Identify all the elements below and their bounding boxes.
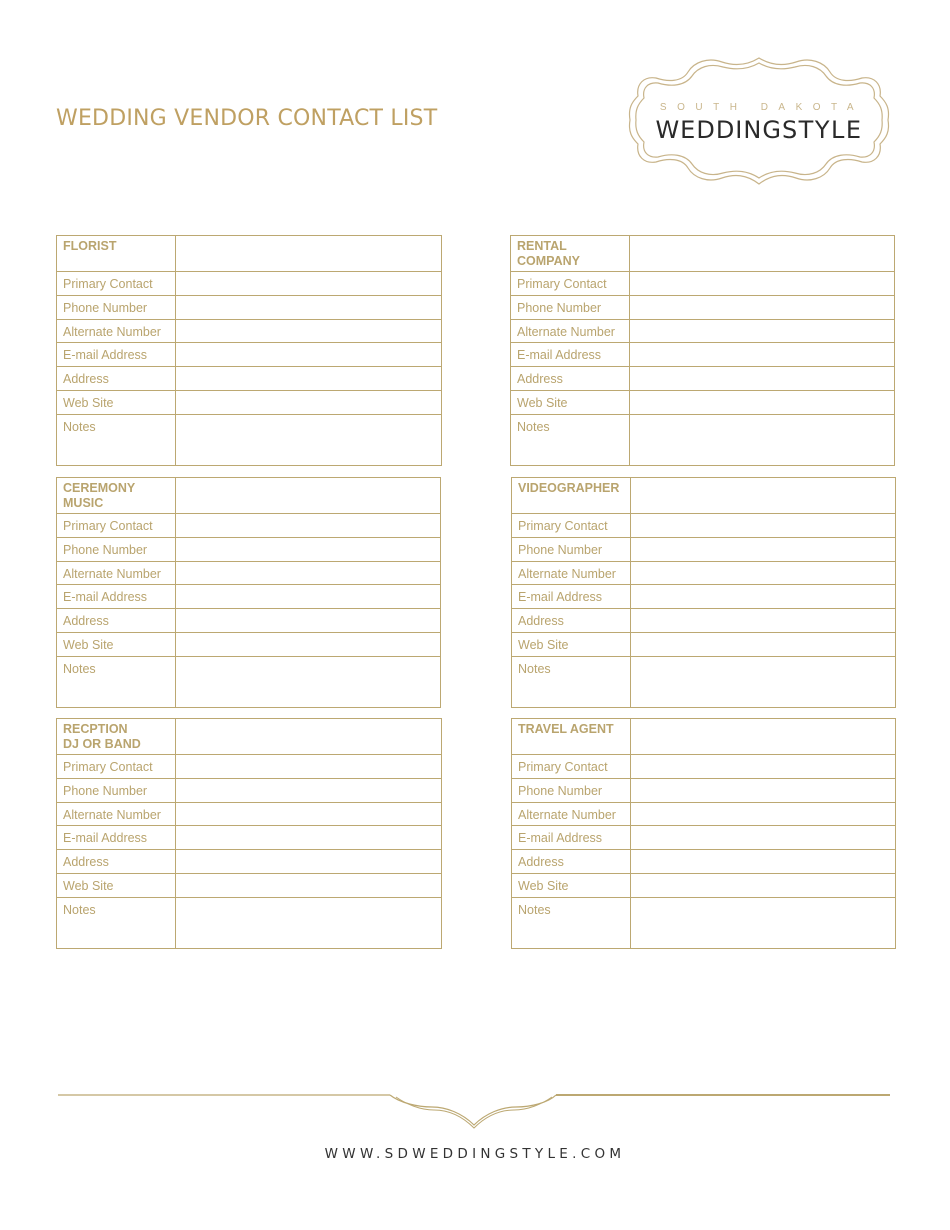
brand-logo — [624, 52, 894, 192]
table-row — [57, 537, 441, 561]
field-label: Address — [57, 850, 176, 874]
field-label: Primary Contact — [57, 514, 176, 538]
table-row — [57, 295, 442, 319]
field-label: Address — [512, 609, 631, 633]
vendor-name-field[interactable] — [630, 236, 895, 272]
field-label: Primary Contact — [57, 272, 176, 296]
field-label: Primary Contact — [512, 514, 631, 538]
phone-number-field[interactable] — [176, 537, 441, 561]
field-label: Web Site — [57, 873, 176, 897]
field-label: Phone Number — [57, 778, 176, 802]
table-row — [57, 561, 441, 585]
vendor-name-field[interactable] — [176, 719, 442, 755]
field-label: Address — [57, 609, 176, 633]
alternate-number-field[interactable] — [631, 561, 896, 585]
web-site-field[interactable] — [631, 873, 896, 897]
primary-contact-field[interactable] — [630, 272, 895, 296]
vendor-table-rental-company — [510, 235, 895, 466]
field-label: Alternate Number — [512, 561, 631, 585]
notes-field[interactable] — [176, 414, 442, 465]
web-site-field[interactable] — [630, 390, 895, 414]
phone-number-field[interactable] — [631, 778, 896, 802]
email-address-field[interactable] — [630, 343, 895, 367]
alternate-number-field[interactable] — [176, 319, 442, 343]
table-row — [512, 873, 896, 897]
field-label: Notes — [57, 414, 176, 465]
email-address-field[interactable] — [631, 826, 896, 850]
field-label: Address — [57, 367, 176, 391]
table-row — [511, 414, 895, 465]
email-address-field[interactable] — [176, 343, 442, 367]
field-label: Alternate Number — [57, 802, 176, 826]
table-row — [57, 585, 441, 609]
table-row — [57, 414, 442, 465]
table-row — [57, 390, 442, 414]
field-label: Alternate Number — [57, 319, 176, 343]
primary-contact-field[interactable] — [176, 272, 442, 296]
field-label: Alternate Number — [511, 319, 630, 343]
address-field[interactable] — [631, 850, 896, 874]
table-row — [57, 367, 442, 391]
field-label: E-mail Address — [512, 826, 631, 850]
vendor-name: CEREMONY MUSIC — [57, 478, 176, 514]
vendor-name-row — [57, 236, 442, 272]
table-row — [57, 343, 442, 367]
field-label: E-mail Address — [57, 585, 176, 609]
primary-contact-field[interactable] — [631, 755, 896, 779]
table-row — [57, 850, 442, 874]
field-label: Web Site — [57, 632, 176, 656]
vendor-name-field[interactable] — [176, 478, 441, 514]
table-row — [511, 272, 895, 296]
primary-contact-field[interactable] — [631, 514, 896, 538]
table-row — [57, 272, 442, 296]
field-label: Notes — [512, 656, 631, 707]
logo-wordmark — [624, 116, 894, 144]
notes-field[interactable] — [631, 656, 896, 707]
table-row — [512, 897, 896, 948]
logo-wordmark-light: STYLE — [781, 116, 863, 144]
email-address-field[interactable] — [631, 585, 896, 609]
field-label: Web Site — [57, 390, 176, 414]
field-label: Primary Contact — [512, 755, 631, 779]
table-row — [57, 826, 442, 850]
email-address-field[interactable] — [176, 585, 441, 609]
table-row — [512, 802, 896, 826]
alternate-number-field[interactable] — [631, 802, 896, 826]
field-label: Phone Number — [57, 295, 176, 319]
table-row — [512, 585, 896, 609]
vendor-name: TRAVEL AGENT — [512, 719, 631, 755]
field-label: Alternate Number — [512, 802, 631, 826]
table-row — [512, 632, 896, 656]
phone-number-field[interactable] — [630, 295, 895, 319]
vendor-name-field[interactable] — [631, 719, 896, 755]
web-site-field[interactable] — [176, 632, 441, 656]
vendor-table-travel-agent — [511, 718, 896, 949]
field-label: Address — [512, 850, 631, 874]
vendor-table-ceremony-music — [56, 477, 441, 708]
field-label: Alternate Number — [57, 561, 176, 585]
address-field[interactable] — [631, 609, 896, 633]
alternate-number-field[interactable] — [630, 319, 895, 343]
vendor-name-field[interactable] — [631, 478, 896, 514]
address-field[interactable] — [630, 367, 895, 391]
notes-field[interactable] — [176, 656, 441, 707]
table-row — [512, 537, 896, 561]
logo-wordmark-bold: WEDDING — [655, 116, 782, 144]
field-label: Notes — [57, 897, 176, 948]
field-label: Phone Number — [512, 537, 631, 561]
table-row — [511, 295, 895, 319]
field-label: Notes — [511, 414, 630, 465]
field-label: E-mail Address — [512, 585, 631, 609]
vendor-name-field[interactable] — [176, 236, 442, 272]
vendor-name-row — [511, 236, 895, 272]
vendor-table-videographer — [511, 477, 896, 708]
table-row — [57, 609, 441, 633]
field-label: Phone Number — [511, 295, 630, 319]
table-row — [512, 755, 896, 779]
vendor-name: VIDEOGRAPHER — [512, 478, 631, 514]
vendor-name-row — [57, 478, 441, 514]
vendor-name-row — [512, 478, 896, 514]
field-label: Notes — [57, 656, 176, 707]
table-row — [512, 826, 896, 850]
table-row — [57, 632, 441, 656]
table-row — [512, 609, 896, 633]
field-label: Primary Contact — [57, 755, 176, 779]
email-address-field[interactable] — [176, 826, 442, 850]
field-label: Phone Number — [57, 537, 176, 561]
notes-field[interactable] — [630, 414, 895, 465]
field-label: Primary Contact — [511, 272, 630, 296]
footer-divider-icon — [0, 1085, 950, 1135]
vendor-table-reception-dj — [56, 718, 442, 949]
alternate-number-field[interactable] — [176, 561, 441, 585]
table-row — [511, 343, 895, 367]
vendor-name: RENTAL COMPANY — [511, 236, 630, 272]
table-row — [512, 778, 896, 802]
table-row — [511, 367, 895, 391]
phone-number-field[interactable] — [176, 295, 442, 319]
table-row — [57, 873, 442, 897]
vendor-name: RECPTION DJ OR BAND — [57, 719, 176, 755]
address-field[interactable] — [176, 609, 441, 633]
web-site-field[interactable] — [631, 632, 896, 656]
vendor-table-florist — [56, 235, 442, 466]
table-row — [57, 514, 441, 538]
alternate-number-field[interactable] — [176, 802, 442, 826]
notes-field[interactable] — [176, 897, 442, 948]
field-label: Address — [511, 367, 630, 391]
table-row — [57, 778, 442, 802]
primary-contact-field[interactable] — [176, 755, 442, 779]
phone-number-field[interactable] — [631, 537, 896, 561]
table-row — [512, 561, 896, 585]
address-field[interactable] — [176, 850, 442, 874]
phone-number-field[interactable] — [176, 778, 442, 802]
table-row — [512, 514, 896, 538]
vendor-name-row — [512, 719, 896, 755]
table-row — [512, 656, 896, 707]
field-label: E-mail Address — [57, 826, 176, 850]
field-label: E-mail Address — [511, 343, 630, 367]
field-label: Web Site — [512, 873, 631, 897]
vendor-name-row — [57, 719, 442, 755]
table-row — [511, 319, 895, 343]
primary-contact-field[interactable] — [176, 514, 441, 538]
web-site-field[interactable] — [176, 873, 442, 897]
address-field[interactable] — [176, 367, 442, 391]
table-row — [57, 755, 442, 779]
web-site-field[interactable] — [176, 390, 442, 414]
footer-website[interactable]: WWW.SDWEDDINGSTYLE.COM — [324, 1146, 626, 1162]
page-title: WEDDING VENDOR CONTACT LIST — [56, 106, 438, 131]
field-label: Notes — [512, 897, 631, 948]
table-row — [57, 319, 442, 343]
table-row — [57, 802, 442, 826]
table-row — [57, 656, 441, 707]
field-label: Web Site — [512, 632, 631, 656]
field-label: E-mail Address — [57, 343, 176, 367]
notes-field[interactable] — [631, 897, 896, 948]
table-row — [57, 897, 442, 948]
field-label: Phone Number — [512, 778, 631, 802]
table-row — [511, 390, 895, 414]
logo-tagline: SOUTH DAKOTA — [659, 102, 865, 113]
table-row — [512, 850, 896, 874]
vendor-name: FLORIST — [57, 236, 176, 272]
field-label: Web Site — [511, 390, 630, 414]
